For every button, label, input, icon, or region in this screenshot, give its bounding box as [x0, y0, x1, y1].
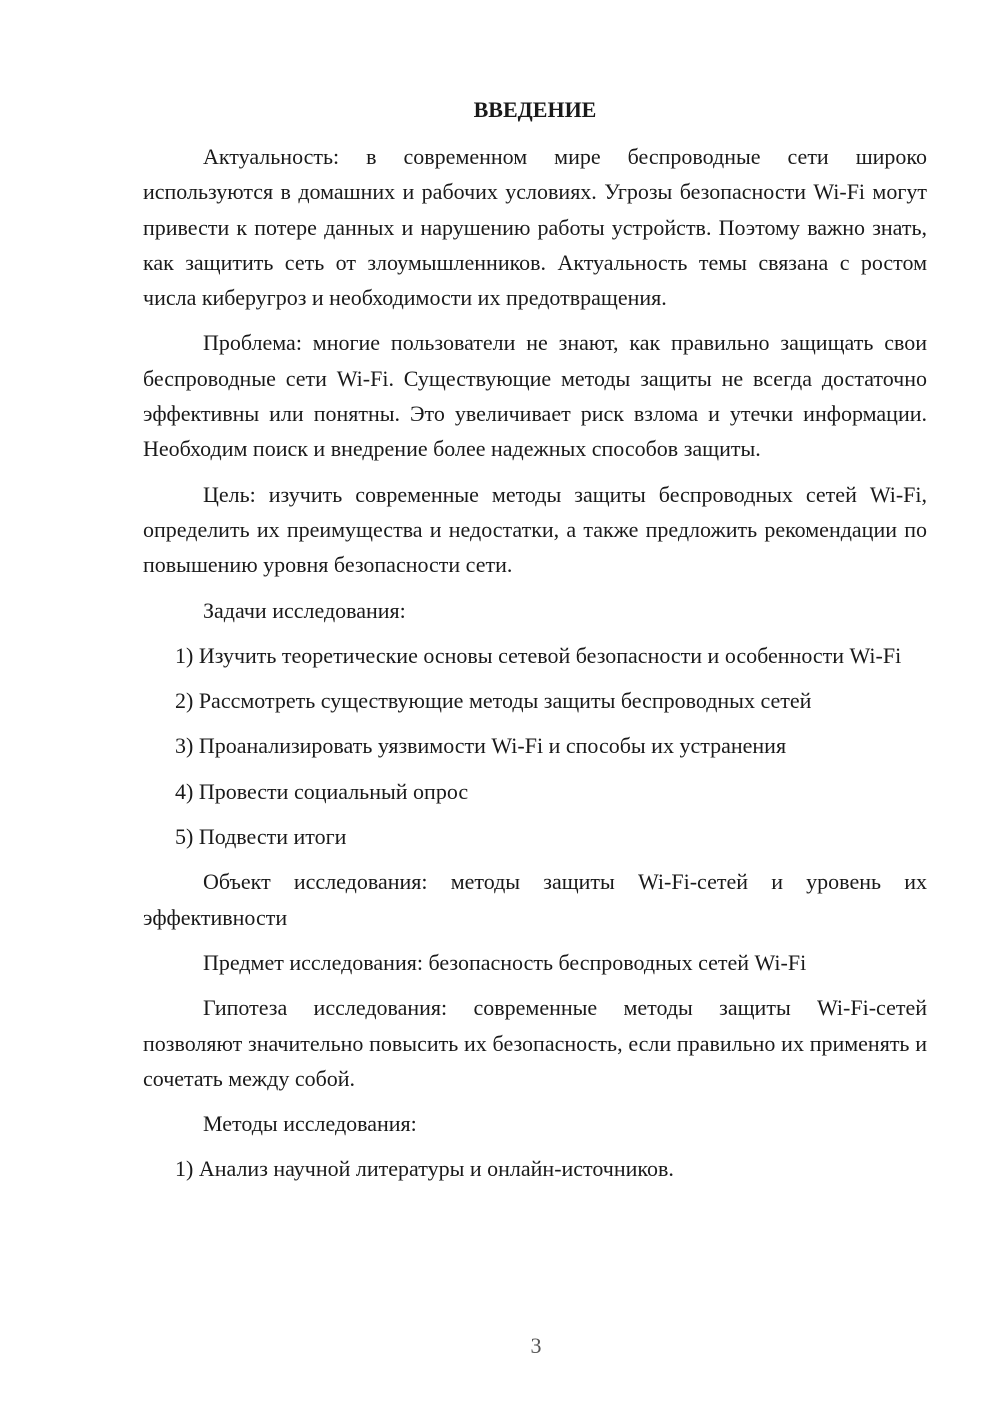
- task-item: 1) Изучить теоретические основы сетевой безопасности и особенности Wi-Fi: [175, 642, 902, 668]
- relevance-paragraph: Актуальность: в современном мире беспроводные сети широко используются в домашних и рабочих условиях. Угрозы безопасности Wi-Fi могут привести к потере данных и нарушению работы устройств. Поэтому важно знать, как защитить сеть от злоумышленников. Актуальность темы связана с ростом числа киберугроз и необходимости их предотвращения.: [143, 144, 927, 311]
- task-item: 5) Подвести итоги: [175, 824, 347, 850]
- section-title: ВВЕДЕНИЕ: [473, 97, 597, 122]
- goal-paragraph: Цель: изучить современные методы защиты беспроводных сетей Wi-Fi, определить их преимущества и недостатки, а также предложить рекомендации по повышению уровня безопасности сети.: [143, 481, 927, 578]
- object-paragraph: Объект исследования: методы защиты Wi-Fi-сетей и уровень их эффективности: [143, 869, 927, 930]
- problem-paragraph: Проблема: многие пользователи не знают, как правильно защищать свои беспроводные сети Wi-Fi. Существующие методы защиты не всегда достаточно эффективны или понятны. Это увеличивает риск взлома и утечки информации. Необходим поиск и внедрение более надежных способов защиты.: [143, 330, 927, 462]
- hypothesis-paragraph: Гипотеза исследования: современные методы защиты Wi-Fi-сетей позволяют значительно повысить их безопасность, если правильно их применять и сочетать между собой.: [143, 995, 927, 1091]
- task-item: 2) Рассмотреть существующие методы защиты беспроводных сетей: [175, 688, 812, 714]
- page-number: 3: [530, 1333, 542, 1358]
- task-item: 3) Проанализировать уязвимости Wi-Fi и способы их устранения: [175, 733, 787, 759]
- subject-paragraph: Предмет исследования: безопасность беспроводных сетей Wi-Fi: [203, 949, 807, 975]
- methods-heading: Методы исследования:: [203, 1111, 417, 1137]
- tasks-heading: Задачи исследования:: [203, 597, 406, 623]
- document-page: [143, 96, 927, 1197]
- method-item: 1) Анализ научной литературы и онлайн-источников.: [175, 1156, 674, 1182]
- task-item: 4) Провести социальный опрос: [175, 778, 469, 804]
